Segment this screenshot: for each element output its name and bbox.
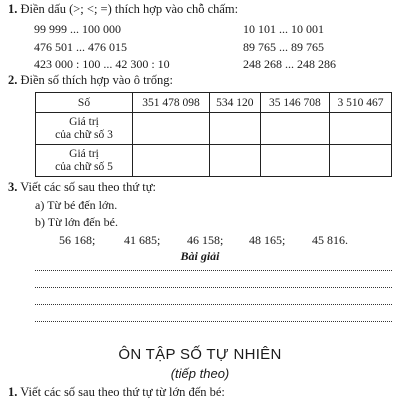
question-1-text: Điền dấu (>; <; =) thích hợp vào chỗ chấm: bbox=[20, 2, 239, 16]
next-question-1-text: Viết các số sau theo thứ tự từ lớn đến bé: bbox=[20, 385, 225, 399]
answer-cell[interactable] bbox=[260, 145, 329, 177]
row-label-line2: của chữ số 3 bbox=[55, 128, 113, 141]
answer-line[interactable] bbox=[35, 270, 392, 271]
row-label-digit-3 bbox=[36, 113, 133, 145]
question-1-heading bbox=[8, 2, 238, 17]
answer-cell[interactable] bbox=[210, 145, 261, 177]
table-header-row bbox=[36, 93, 392, 113]
row-label-digit-5 bbox=[36, 145, 133, 177]
answer-cell[interactable] bbox=[330, 145, 392, 177]
section-subtitle: (tiếp theo) bbox=[170, 366, 230, 381]
row-label-line1: Giá trị bbox=[69, 147, 99, 160]
compare-item-2: 10 101 ... 10 001 bbox=[243, 22, 324, 36]
q3-number: 45 816. bbox=[312, 233, 348, 247]
answer-cell[interactable] bbox=[330, 113, 392, 145]
question-2-number: 2. bbox=[8, 73, 18, 87]
place-value-table bbox=[35, 92, 392, 177]
question-3-number: 3. bbox=[8, 180, 18, 194]
q3-number: 48 165; bbox=[249, 233, 286, 247]
question-3-heading bbox=[8, 180, 156, 195]
header-cell-number-4: 3 510 467 bbox=[330, 93, 392, 113]
compare-item-6: 248 268 ... 248 286 bbox=[243, 57, 336, 71]
row-label-line2: của chữ số 5 bbox=[55, 160, 113, 173]
compare-item-4: 89 765 ... 89 765 bbox=[243, 40, 324, 54]
header-cell-number-1: 351 478 098 bbox=[133, 93, 210, 113]
question-3-text: Viết các số sau theo thứ tự: bbox=[20, 180, 156, 194]
answer-line[interactable] bbox=[35, 321, 392, 322]
answer-cell[interactable] bbox=[133, 145, 210, 177]
table-row bbox=[36, 145, 392, 177]
answer-line[interactable] bbox=[35, 304, 392, 305]
q3-number: 41 685; bbox=[124, 233, 161, 247]
header-cell-number-2: 534 120 bbox=[210, 93, 261, 113]
table-row bbox=[36, 113, 392, 145]
compare-item-1: 99 999 ... 100 000 bbox=[34, 22, 121, 36]
q3-number: 46 158; bbox=[187, 233, 224, 247]
question-1-number: 1. bbox=[8, 2, 18, 16]
answer-cell[interactable] bbox=[210, 113, 261, 145]
solution-label: Bài giải bbox=[180, 249, 220, 263]
answer-line[interactable] bbox=[35, 287, 392, 288]
q3-part-a: a) Từ bé đến lớn. bbox=[35, 198, 118, 212]
question-2-heading bbox=[8, 73, 173, 88]
answer-cell[interactable] bbox=[133, 113, 210, 145]
q3-part-b: b) Từ lớn đến bé. bbox=[35, 215, 118, 229]
next-question-1-heading bbox=[8, 385, 225, 400]
answer-cell[interactable] bbox=[260, 113, 329, 145]
question-2-text: Điền số thích hợp vào ô trống: bbox=[20, 73, 173, 87]
next-question-1-number: 1. bbox=[8, 385, 18, 399]
header-cell-label: Số bbox=[36, 93, 133, 113]
compare-item-3: 476 501 ... 476 015 bbox=[34, 40, 127, 54]
q3-number: 56 168; bbox=[59, 233, 96, 247]
row-label-line1: Giá trị bbox=[69, 115, 99, 128]
section-title: ÔN TẬP SỐ TỰ NHIÊN bbox=[118, 346, 282, 363]
compare-item-5: 423 000 : 100 ... 42 300 : 10 bbox=[34, 57, 170, 71]
header-cell-number-3: 35 146 708 bbox=[260, 93, 329, 113]
